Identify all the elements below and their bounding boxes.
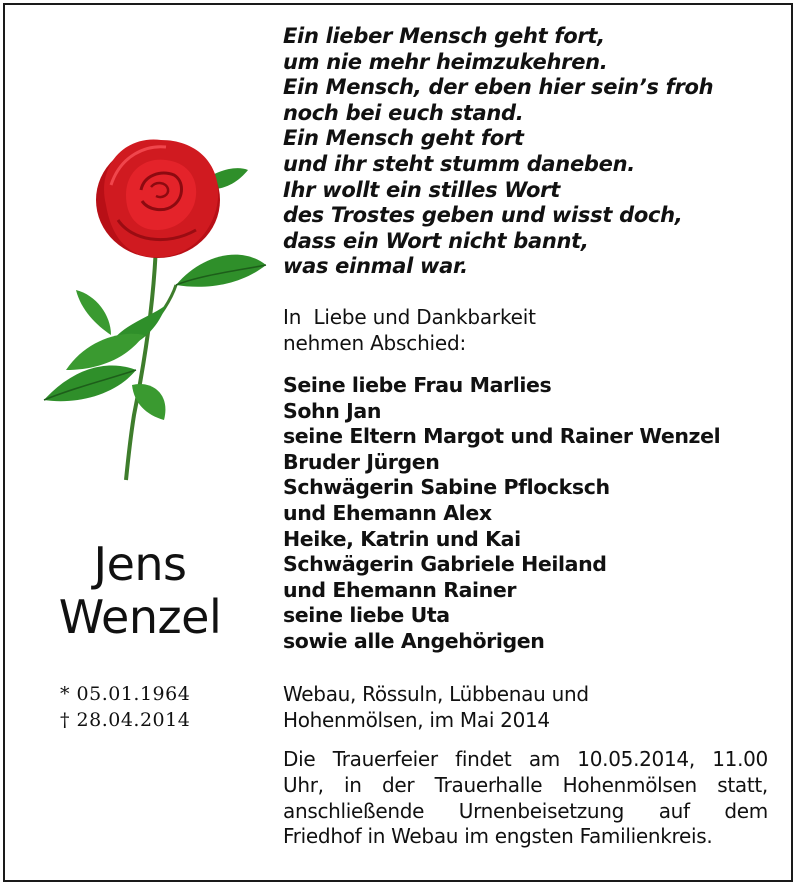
deceased-name <box>10 538 270 644</box>
poem-line: des Trostes geben und wisst doch, <box>283 203 683 228</box>
funeral-info <box>283 747 768 850</box>
birth-date: * 05.01.1964 <box>60 683 191 705</box>
place-and-date <box>283 681 763 733</box>
mourner-line: Schwägerin Gabriele Heiland <box>283 552 607 577</box>
mourner-line: Schwägerin Sabine Pflocksch <box>283 475 610 500</box>
funeral-line: anschließende Urnenbeisetzung auf dem <box>283 798 768 823</box>
mourner-line: seine Eltern Margot und Rainer Wenzel <box>283 424 721 449</box>
rose-icon <box>26 125 276 485</box>
poem <box>283 24 783 280</box>
mourner-line: und Ehemann Alex <box>283 500 492 525</box>
poem-line: um nie mehr heimzukehren. <box>283 49 608 74</box>
mourner-line: Bruder Jürgen <box>283 449 440 474</box>
poem-line: was einmal war. <box>283 254 468 279</box>
funeral-line: Friedhof in Webau im engsten Familienkreis. <box>283 824 713 849</box>
poem-line: und ihr steht stumm daneben. <box>283 151 635 176</box>
poem-line: Ein lieber Mensch geht fort, <box>283 24 605 48</box>
mourner-line: Seine liebe Frau Marlies <box>283 373 552 397</box>
poem-line: Ihr wollt ein stilles Wort <box>283 177 560 202</box>
death-date: † 28.04.2014 <box>60 709 191 731</box>
poem-line: Ein Mensch, der eben hier sein’s froh <box>283 75 714 100</box>
funeral-line: Uhr, in der Trauerhalle Hohenmölsen statt, <box>283 772 768 797</box>
poem-line: noch bei euch stand. <box>283 100 524 125</box>
intro-line: In Liebe und Dankbarkeit <box>283 305 536 329</box>
poem-line: Ein Mensch geht fort <box>283 126 524 151</box>
poem-line: dass ein Wort nicht bannt, <box>283 228 589 253</box>
intro-text <box>283 304 763 356</box>
mourner-line: Heike, Katrin und Kai <box>283 526 521 551</box>
mourners-list <box>283 373 783 655</box>
life-dates <box>60 681 260 733</box>
mourner-line: Sohn Jan <box>283 398 382 423</box>
intro-line: nehmen Abschied: <box>283 331 467 355</box>
funeral-line: Die Trauerfeier findet am 10.05.2014, 11.00 <box>283 747 768 771</box>
mourner-line: seine liebe Uta <box>283 603 450 628</box>
place-line: Hohenmölsen, im Mai 2014 <box>283 708 550 732</box>
mourner-line: und Ehemann Rainer <box>283 577 517 602</box>
last-name: Wenzel <box>58 590 222 644</box>
first-name: Jens <box>93 537 187 591</box>
place-line: Webau, Rössuln, Lübbenau und <box>283 682 589 706</box>
mourner-line: sowie alle Angehörigen <box>283 628 545 653</box>
